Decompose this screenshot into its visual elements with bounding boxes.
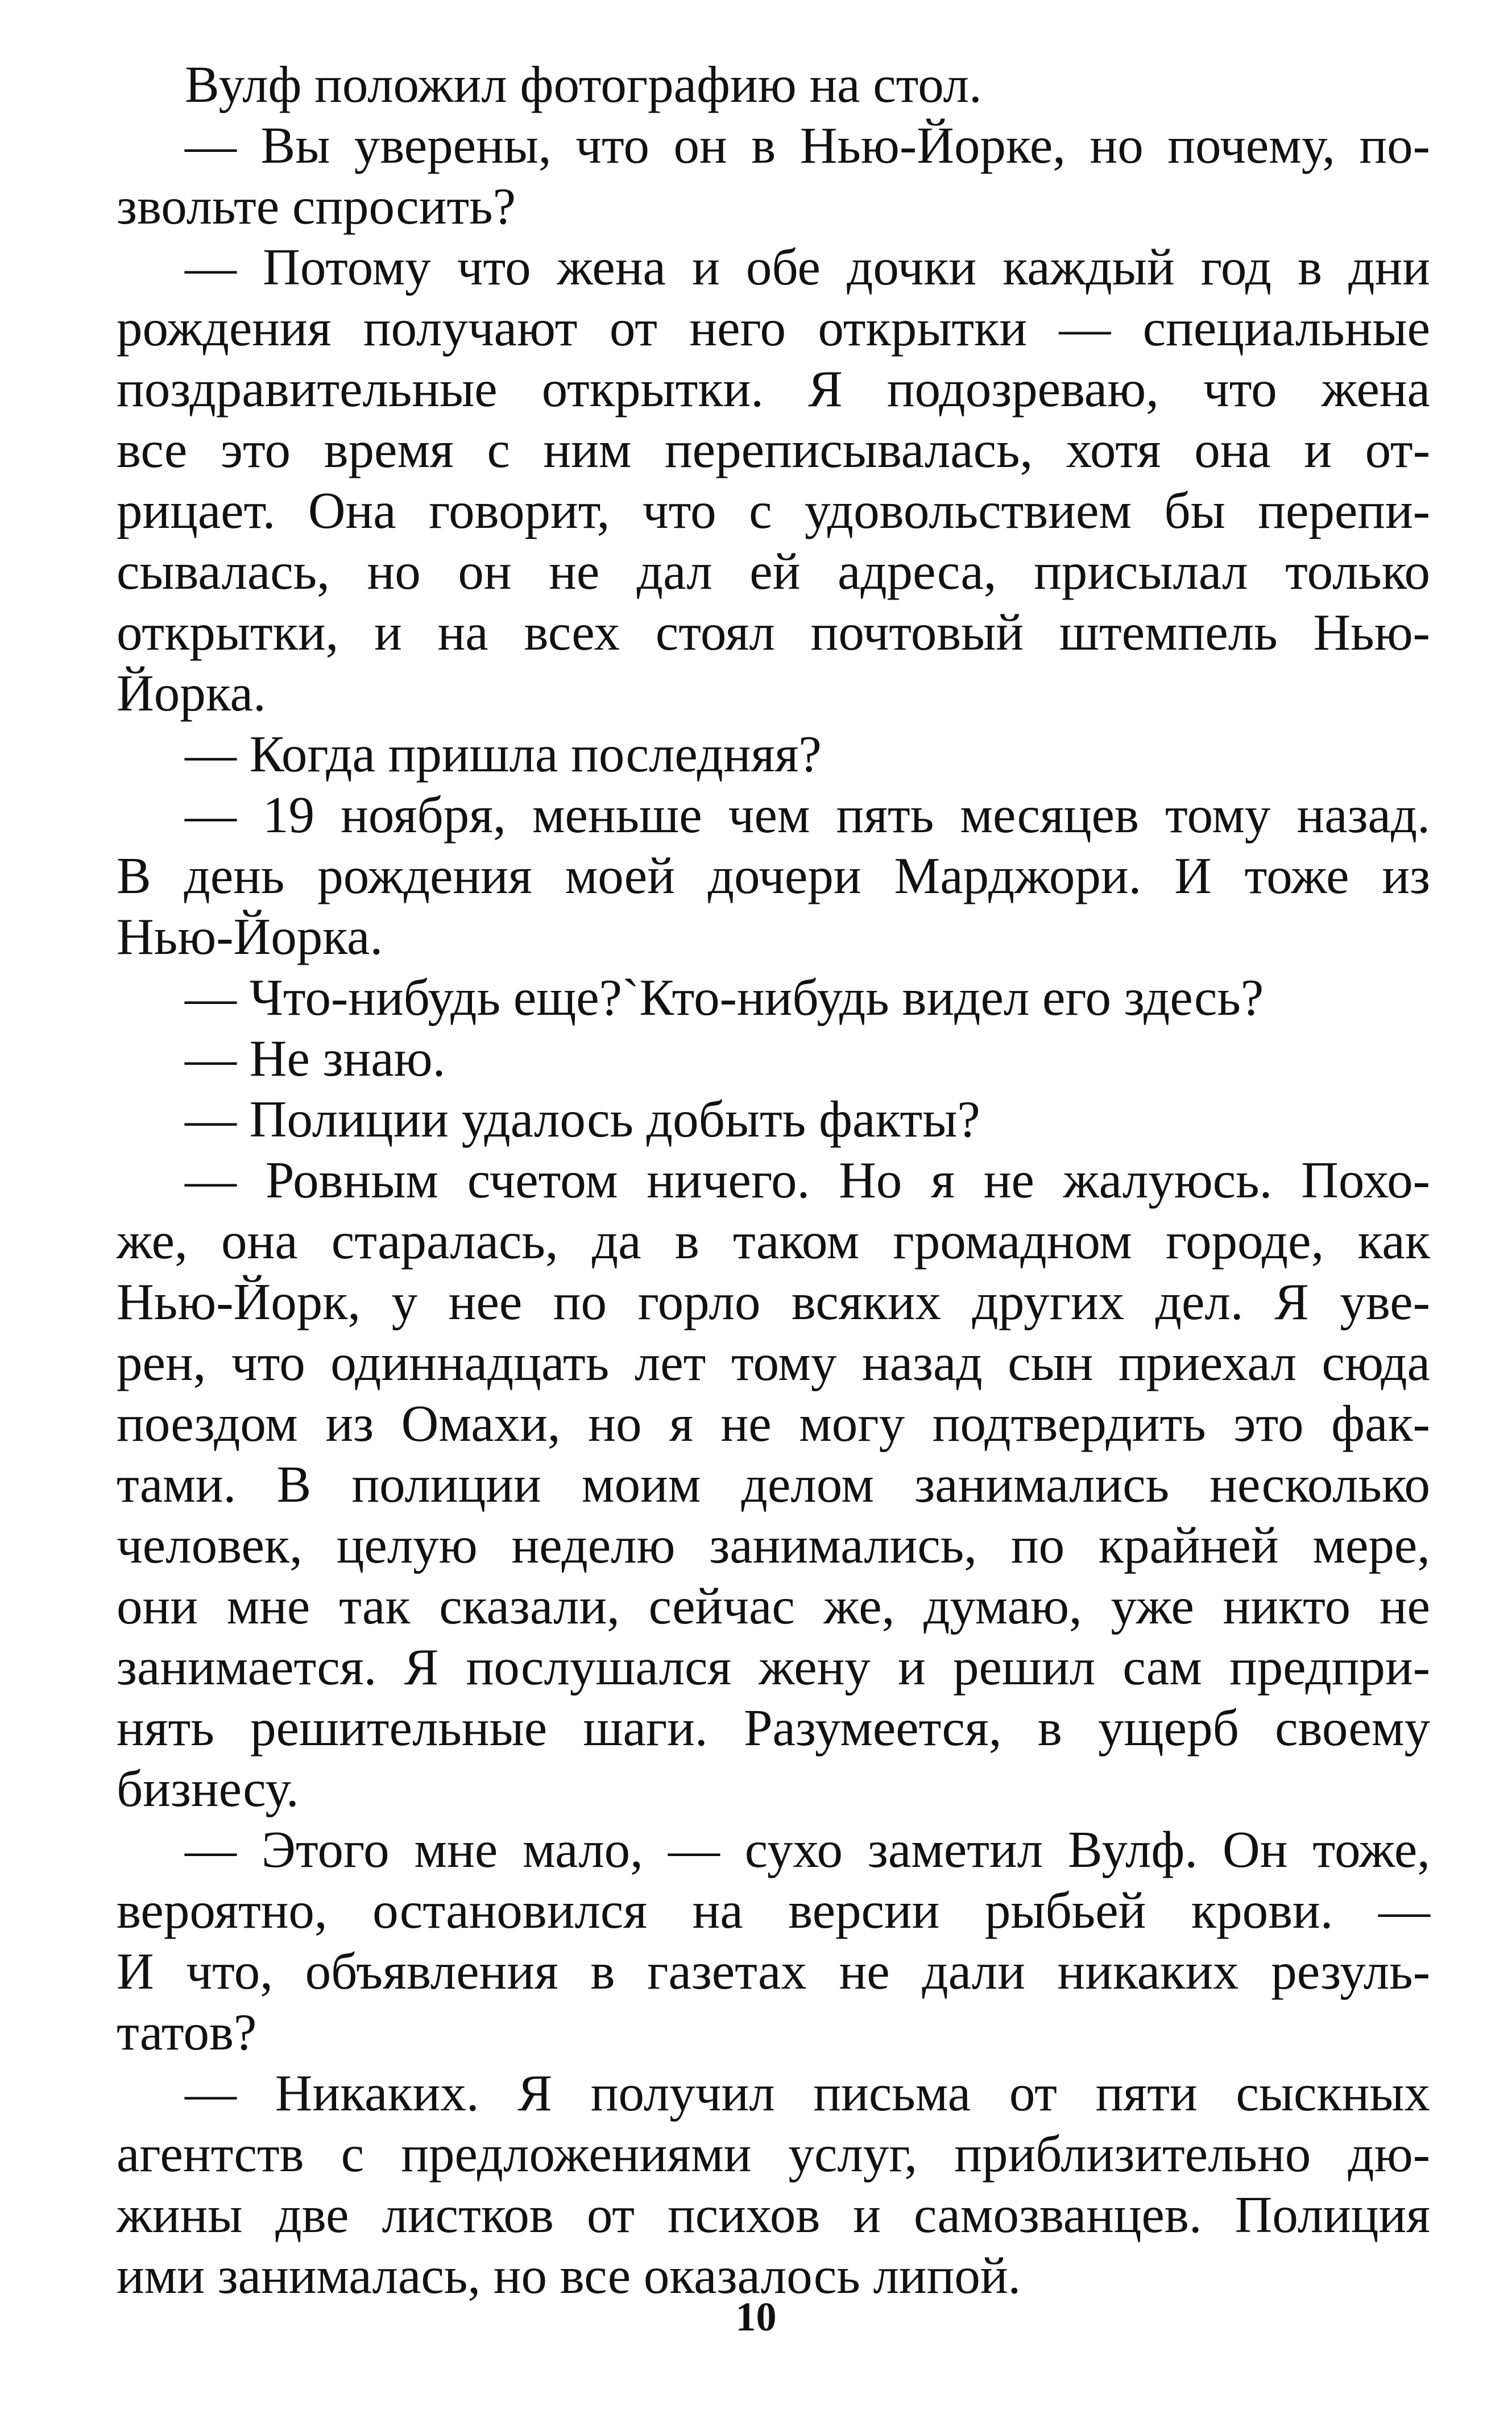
body-text [117, 54, 1430, 2306]
text-line: сывалась, но он не дал ей адреса, присылал только [117, 543, 1430, 600]
text-line: бизнесу. [117, 1760, 299, 1817]
text-line: жины две листков от психов и самозванцев. Полиция [117, 2186, 1430, 2243]
text-line: звольте спросить? [117, 177, 516, 235]
text-line: — Ровным счетом ничего. Но я не жалуюсь. Похо- [185, 1151, 1430, 1209]
text-line: все это время с ним переписывалась, хотя она и от- [117, 421, 1430, 478]
text-line: занимается. Я послушался жену и решил сам предпри- [117, 1638, 1430, 1696]
text-line: — Этого мне мало, — сухо заметил Вулф. Он тоже, [185, 1821, 1430, 1878]
text-line: вероятно, остановился на версии рыбьей крови. — [117, 1882, 1430, 1939]
text-line: нять решительные шаги. Разумеется, в ущерб своему [117, 1699, 1430, 1757]
text-line: тами. В полиции моим делом занимались несколько [117, 1456, 1430, 1513]
text-line: Вулф положил фотографию на стол. [185, 56, 982, 113]
text-line: — Потому что жена и обе дочки каждый год в дни [185, 238, 1430, 296]
text-line: — Вы уверены, что он в Нью-Йорке, но почему, по- [185, 117, 1430, 174]
text-line: И что, объявления в газетах не дали никаких резуль- [117, 1943, 1430, 2000]
text-line: рождения получают от него открытки — специальные [117, 299, 1430, 357]
text-line: — Никаких. Я получил письма от пяти сыскных [185, 2064, 1430, 2122]
text-line: В день рождения моей дочери Марджори. И тоже из [117, 847, 1430, 904]
text-line: поздравительные открытки. Я подозреваю, что жена [117, 360, 1430, 418]
text-line: они мне так сказали, сейчас же, думаю, уже никто не [117, 1577, 1430, 1635]
text-line: человек, целую неделю занимались, по крайней мере, [117, 1516, 1430, 1574]
text-line: открытки, и на всех стоял почтовый штемпель Нью- [117, 604, 1430, 661]
text-line: Нью-Йорка. [117, 908, 383, 965]
text-line: — Полиции удалось добыть факты? [185, 1090, 980, 1148]
text-line: — Не знаю. [185, 1030, 446, 1087]
text-line: — Что-нибудь еще?`Кто-нибудь видел его здесь? [185, 969, 1264, 1026]
text-line: рицает. Она говорит, что с удовольствием бы перепи- [117, 482, 1430, 539]
text-line: Нью-Йорк, у нее по горло всяких других дел. Я уве- [117, 1273, 1430, 1330]
text-line: — Когда пришла последняя? [185, 725, 822, 783]
text-line: рен, что одиннадцать лет тому назад сын приехал сюда [117, 1334, 1430, 1391]
text-line: агентств с предложениями услуг, приблизительно дю- [117, 2125, 1430, 2183]
text-line: татов? [117, 2003, 257, 2061]
text-line: ими занималась, но все оказалось липой. [117, 2247, 1021, 2304]
text-line: же, она старалась, да в таком громадном городе, как [117, 1212, 1430, 1270]
page-number: 10 [735, 2294, 777, 2340]
text-line: Йорка. [117, 664, 266, 722]
text-line: поездом из Омахи, но я не могу подтвердить это фак- [117, 1395, 1430, 1452]
text-line: — 19 ноября, меньше чем пять месяцев тому назад. [185, 786, 1430, 844]
